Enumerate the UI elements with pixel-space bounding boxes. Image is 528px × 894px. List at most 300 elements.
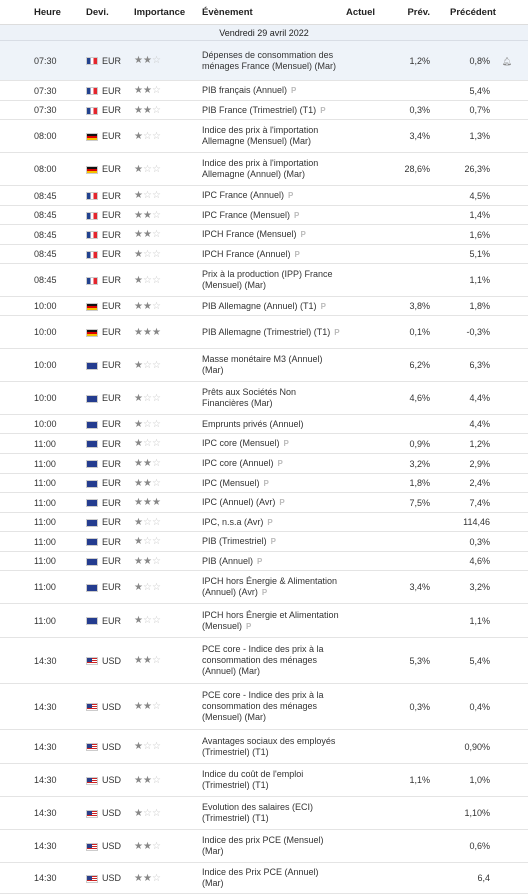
event-row[interactable] [0,186,528,206]
eu-flag-icon [86,480,98,488]
event-row[interactable] [0,493,528,513]
event-currency: EUR [102,556,122,566]
eu-flag-icon [86,460,98,468]
header-forecast[interactable]: Prév. [388,0,436,25]
event-row[interactable] [0,434,528,454]
star-filled-icon: ★ [142,555,152,567]
importance-stars [134,81,202,101]
star-empty-icon: ☆ [151,85,161,96]
star-filled-icon: ★ [151,326,161,338]
event-previous: 1,1% [436,604,502,638]
event-actual [346,316,388,349]
event-time: 08:45 [0,186,86,206]
importance-stars [134,349,202,382]
event-name[interactable]: IPC France (Mensuel) [202,209,291,220]
event-actual [346,474,388,493]
event-currency-cell [86,797,134,830]
event-name-cell[interactable] [202,684,346,730]
star-empty-icon: ☆ [142,163,152,175]
event-row[interactable] [0,830,528,863]
event-currency-cell [86,863,134,894]
event-forecast: 28,6% [388,153,436,186]
star-empty-icon: ☆ [151,130,161,142]
event-currency-cell [86,513,134,532]
event-name-cell[interactable] [202,382,346,415]
header-alert [502,0,528,25]
event-name-cell[interactable] [202,225,346,245]
event-name[interactable]: IPCH France (Annuel) [202,248,291,259]
event-row[interactable] [0,264,528,297]
event-forecast: 0,1% [388,316,436,349]
event-row[interactable] [0,297,528,316]
eu-flag-icon [86,584,98,592]
star-filled-icon: ★ [134,555,143,567]
event-name-cell[interactable] [202,764,346,797]
event-forecast [388,415,436,434]
star-empty-icon: ☆ [151,741,161,752]
event-currency: EUR [102,275,122,285]
event-currency-cell [86,684,134,730]
preliminary-icon: P [257,556,263,566]
event-currency: EUR [102,210,122,220]
star-filled-icon: ★ [134,840,143,852]
header-previous[interactable]: Précédent [436,0,502,25]
event-actual [346,764,388,797]
event-currency: EUR [102,131,122,141]
event-name[interactable]: Avantages sociaux des employés (Trimestriel) (T1) [202,735,336,757]
event-previous: 6,4 [436,863,502,894]
event-row[interactable] [0,454,528,474]
event-row[interactable] [0,604,528,638]
event-currency-cell [86,552,134,571]
event-time: 07:30 [0,101,86,120]
event-name[interactable]: Prix à la production (IPP) France (Mensuel) (Mar) [202,269,333,290]
event-forecast [388,830,436,863]
importance-stars [134,730,202,764]
event-row[interactable] [0,638,528,684]
event-name[interactable]: PIB (Annuel) [202,555,254,566]
event-time: 10:00 [0,316,86,349]
star-filled-icon: ★ [142,104,152,116]
event-name-cell[interactable] [202,297,346,316]
star-empty-icon: ☆ [151,655,161,666]
event-name-cell[interactable] [202,206,346,225]
event-name[interactable]: PIB français (Annuel) [202,85,288,95]
event-row[interactable] [0,245,528,264]
event-actual [346,186,388,206]
event-currency-cell [86,264,134,297]
importance-stars [134,225,202,245]
event-previous: 0,7% [436,101,502,120]
star-empty-icon: ☆ [142,359,152,371]
event-row[interactable] [0,571,528,604]
event-forecast [388,245,436,264]
event-name-cell[interactable] [202,493,346,513]
alert-cell [502,101,528,120]
event-time: 14:30 [0,684,86,730]
star-empty-icon: ☆ [151,477,161,489]
event-name-cell[interactable] [202,434,346,454]
event-row[interactable] [0,532,528,552]
event-actual [346,434,388,454]
alert-cell [502,552,528,571]
event-currency: USD [102,701,122,712]
event-row[interactable] [0,684,528,730]
event-previous: 7,4% [436,493,502,513]
event-forecast: 1,1% [388,764,436,797]
event-currency: USD [102,775,122,785]
event-row[interactable] [0,101,528,120]
event-name-cell[interactable] [202,264,346,297]
star-empty-icon: ☆ [151,104,161,116]
event-row[interactable] [0,474,528,493]
event-name-cell[interactable] [202,120,346,153]
event-row[interactable] [0,225,528,245]
event-name-cell[interactable] [202,153,346,186]
event-previous: 3,2% [436,571,502,604]
event-name[interactable]: Prêts aux Sociétés Non Financières (Mar) [202,387,297,408]
star-empty-icon: ☆ [142,615,152,626]
event-name[interactable]: IPCH hors Énergie et Alimentation (Mensuel) [202,609,339,631]
event-forecast: 0,3% [388,684,436,730]
header-actual[interactable]: Actuel [346,0,388,25]
event-name-cell[interactable] [202,474,346,493]
event-name[interactable]: Dépenses de consommation des ménages France (Mensuel) (Mar) [202,49,337,71]
alert-cell [502,206,528,225]
event-name[interactable]: IPCH hors Énergie & Alimentation (Annuel) (Avr) [202,576,338,597]
event-forecast [388,730,436,764]
preliminary-icon: P [279,498,285,507]
event-time: 10:00 [0,415,86,434]
star-filled-icon: ★ [134,209,143,221]
star-filled-icon: ★ [134,615,143,626]
star-empty-icon: ☆ [142,190,152,201]
usa-flag-icon [86,703,98,711]
eu-flag-icon [86,617,98,625]
star-filled-icon: ★ [142,774,152,786]
event-name-cell[interactable] [202,41,346,81]
header-importance[interactable]: Importance [134,0,202,25]
event-currency: EUR [102,517,122,527]
event-previous: 1,8% [436,297,502,316]
event-forecast [388,264,436,297]
event-currency: EUR [102,582,122,592]
star-empty-icon: ☆ [142,581,152,593]
star-empty-icon: ☆ [151,872,161,884]
eu-flag-icon [86,362,98,370]
alert-cell [502,513,528,532]
event-time: 11:00 [0,571,86,604]
event-time: 14:30 [0,863,86,894]
event-forecast [388,532,436,552]
event-actual [346,225,388,245]
event-previous: 1,4% [436,206,502,225]
star-filled-icon: ★ [134,85,143,96]
event-row[interactable] [0,349,528,382]
star-empty-icon: ☆ [142,741,152,752]
event-name-cell[interactable] [202,186,346,206]
event-currency: EUR [102,393,122,403]
event-name-cell[interactable] [202,101,346,120]
event-name-cell[interactable] [202,604,346,638]
event-name-cell[interactable] [202,552,346,571]
event-row[interactable] [0,316,528,349]
event-currency-cell [86,604,134,638]
event-name-cell[interactable] [202,571,346,604]
alert-cell [502,571,528,604]
event-name[interactable]: Indice des prix PCE (Mensuel) (Mar) [202,835,324,856]
header-currency[interactable]: Devi. [86,0,134,25]
event-name[interactable]: Indice des prix à l'importation Allemagne (Annuel) (Mar) [202,158,319,179]
event-currency: EUR [102,419,122,429]
event-time: 14:30 [0,730,86,764]
importance-stars [134,532,202,552]
star-filled-icon: ★ [134,701,143,712]
star-empty-icon: ☆ [151,163,161,175]
preliminary-icon: P [277,459,283,468]
event-previous: 4,5% [436,186,502,206]
event-name[interactable]: PIB Allemagne (Annuel) (T1) [202,300,317,311]
alert-cell [502,532,528,552]
event-actual [346,297,388,316]
alert-cell [502,153,528,186]
event-name-cell[interactable] [202,863,346,894]
event-currency-cell [86,81,134,101]
importance-stars [134,120,202,153]
preliminary-icon: P [261,588,268,597]
star-filled-icon: ★ [134,516,143,528]
event-currency: EUR [102,360,122,370]
alert-cell [502,684,528,730]
event-actual [346,41,388,81]
star-filled-icon: ★ [142,229,152,240]
event-row[interactable] [0,730,528,764]
event-currency: EUR [102,438,122,449]
event-previous: 5,4% [436,638,502,684]
star-empty-icon: ☆ [151,438,161,449]
event-name-cell[interactable] [202,513,346,532]
star-filled-icon: ★ [142,55,152,66]
event-time: 10:00 [0,297,86,316]
event-time: 07:30 [0,81,86,101]
event-actual [346,797,388,830]
day-separator [0,25,528,41]
event-name-cell[interactable] [202,349,346,382]
star-empty-icon: ☆ [151,581,161,593]
event-name-cell[interactable] [202,830,346,863]
event-forecast [388,604,436,638]
event-row[interactable] [0,415,528,434]
event-forecast: 3,4% [388,571,436,604]
event-time: 11:00 [0,434,86,454]
event-actual [346,120,388,153]
event-name[interactable]: PIB France (Trimestriel) (T1) [202,104,317,115]
event-row[interactable] [0,120,528,153]
preliminary-icon: P [320,301,326,311]
preliminary-icon: P [294,249,300,259]
event-name-cell[interactable] [202,730,346,764]
event-currency: EUR [102,229,122,240]
eu-flag-icon [86,519,98,527]
event-currency: EUR [102,190,122,201]
event-row[interactable] [0,81,528,101]
event-time: 08:45 [0,264,86,297]
usa-flag-icon [86,743,98,751]
header-event[interactable]: Évènement [202,0,346,25]
event-name-cell[interactable] [202,245,346,264]
event-name[interactable]: Indice des prix à l'importation Allemagne (Mensuel) (Mar) [202,125,319,146]
event-forecast: 3,2% [388,454,436,474]
importance-stars [134,206,202,225]
event-currency-cell [86,730,134,764]
preliminary-icon: P [300,230,306,239]
importance-stars [134,101,202,120]
event-name[interactable]: Masse monétaire M3 (Annuel) (Mar) [202,354,323,375]
event-forecast: 6,2% [388,349,436,382]
star-filled-icon: ★ [134,392,143,404]
star-filled-icon: ★ [134,807,143,819]
event-currency: USD [102,655,122,666]
event-name[interactable]: IPC (Mensuel) [202,477,260,488]
star-empty-icon: ☆ [142,418,152,430]
importance-stars [134,153,202,186]
star-empty-icon: ☆ [151,359,161,371]
event-forecast: 3,4% [388,120,436,153]
star-filled-icon: ★ [134,229,143,240]
importance-stars [134,316,202,349]
event-time: 08:00 [0,120,86,153]
event-name[interactable]: PCE core - Indice des prix à la consommation des ménages (Annuel) (Mar) [202,644,324,676]
event-row[interactable] [0,382,528,415]
event-forecast: 1,2% [388,41,436,81]
star-filled-icon: ★ [134,130,143,142]
event-name[interactable]: IPC, n.s.a (Avr) [202,516,264,527]
event-name[interactable]: IPCH France (Mensuel) [202,229,297,239]
star-filled-icon: ★ [134,248,143,260]
event-name[interactable]: Indice des Prix PCE (Annuel) (Mar) [202,867,319,888]
importance-stars [134,245,202,264]
bell-plus-icon[interactable]: 🔔︎ [502,56,513,66]
event-currency: EUR [102,301,122,311]
importance-stars [134,493,202,513]
event-currency-cell [86,493,134,513]
event-currency-cell [86,830,134,863]
event-name[interactable]: Indice du coût de l'emploi (Trimestriel) (T1) [202,769,304,790]
event-forecast [388,81,436,101]
event-row[interactable] [0,513,528,532]
germany-flag-icon [86,303,98,311]
event-name[interactable]: PIB Allemagne (Trimestriel) (T1) [202,326,331,337]
event-time: 11:00 [0,454,86,474]
event-forecast [388,797,436,830]
importance-stars [134,638,202,684]
alert-cell [502,41,528,81]
event-name-cell[interactable] [202,638,346,684]
alert-cell [502,730,528,764]
event-name[interactable]: Evolution des salaires (ECI) (Trimestriel) (T1) [202,802,314,823]
france-flag-icon [86,57,98,65]
event-currency-cell [86,153,134,186]
event-currency: EUR [102,105,122,115]
event-forecast [388,225,436,245]
france-flag-icon [86,87,98,95]
preliminary-icon: P [288,191,294,200]
event-name-cell[interactable] [202,797,346,830]
event-name-cell[interactable] [202,532,346,552]
importance-stars [134,382,202,415]
event-currency: USD [102,808,122,818]
event-currency-cell [86,382,134,415]
event-currency: USD [102,841,122,851]
event-currency-cell [86,571,134,604]
event-name-cell[interactable] [202,415,346,434]
importance-stars [134,434,202,454]
germany-flag-icon [86,166,98,174]
event-currency: EUR [102,164,122,174]
event-row[interactable] [0,206,528,225]
star-filled-icon: ★ [134,326,143,338]
event-time: 14:30 [0,830,86,863]
event-previous: 0,4% [436,684,502,730]
event-name[interactable]: IPC France (Annuel) [202,190,285,200]
star-empty-icon: ☆ [151,209,161,221]
star-empty-icon: ☆ [151,300,161,312]
alert-cell [502,454,528,474]
star-filled-icon: ★ [134,163,143,175]
usa-flag-icon [86,843,98,851]
france-flag-icon [86,192,98,200]
france-flag-icon [86,212,98,220]
importance-stars [134,552,202,571]
star-empty-icon: ☆ [151,248,161,260]
event-row[interactable] [0,552,528,571]
usa-flag-icon [86,777,98,785]
header-time[interactable]: Heure [0,0,86,25]
event-name[interactable]: PCE core - Indice des prix à la consommation des ménages (Mensuel) (Mar) [202,690,324,722]
star-empty-icon: ☆ [142,248,152,260]
event-row[interactable] [0,41,528,81]
event-name[interactable]: IPC (Annuel) (Avr) [202,497,276,507]
event-row[interactable] [0,797,528,830]
event-currency: EUR [102,615,122,626]
event-currency: EUR [102,249,122,259]
alert-cell [502,186,528,206]
event-row[interactable] [0,764,528,797]
event-name[interactable]: Emprunts privés (Annuel) [202,418,304,429]
france-flag-icon [86,251,98,259]
event-name[interactable]: IPC core (Mensuel) [202,438,280,448]
event-name-cell[interactable] [202,81,346,101]
event-name[interactable]: PIB (Trimestriel) [202,536,267,546]
event-time: 11:00 [0,474,86,493]
alert-cell [502,493,528,513]
importance-stars [134,297,202,316]
event-time: 14:30 [0,638,86,684]
event-currency: EUR [102,478,122,488]
event-currency-cell [86,474,134,493]
event-name[interactable]: IPC core (Annuel) [202,458,274,468]
event-name-cell[interactable] [202,454,346,474]
alert-cell [502,415,528,434]
event-name-cell[interactable] [202,316,346,349]
event-time: 08:45 [0,225,86,245]
event-actual [346,382,388,415]
alert-cell [502,797,528,830]
france-flag-icon [86,277,98,285]
preliminary-icon: P [267,517,273,527]
event-row[interactable] [0,153,528,186]
event-row[interactable] [0,863,528,894]
